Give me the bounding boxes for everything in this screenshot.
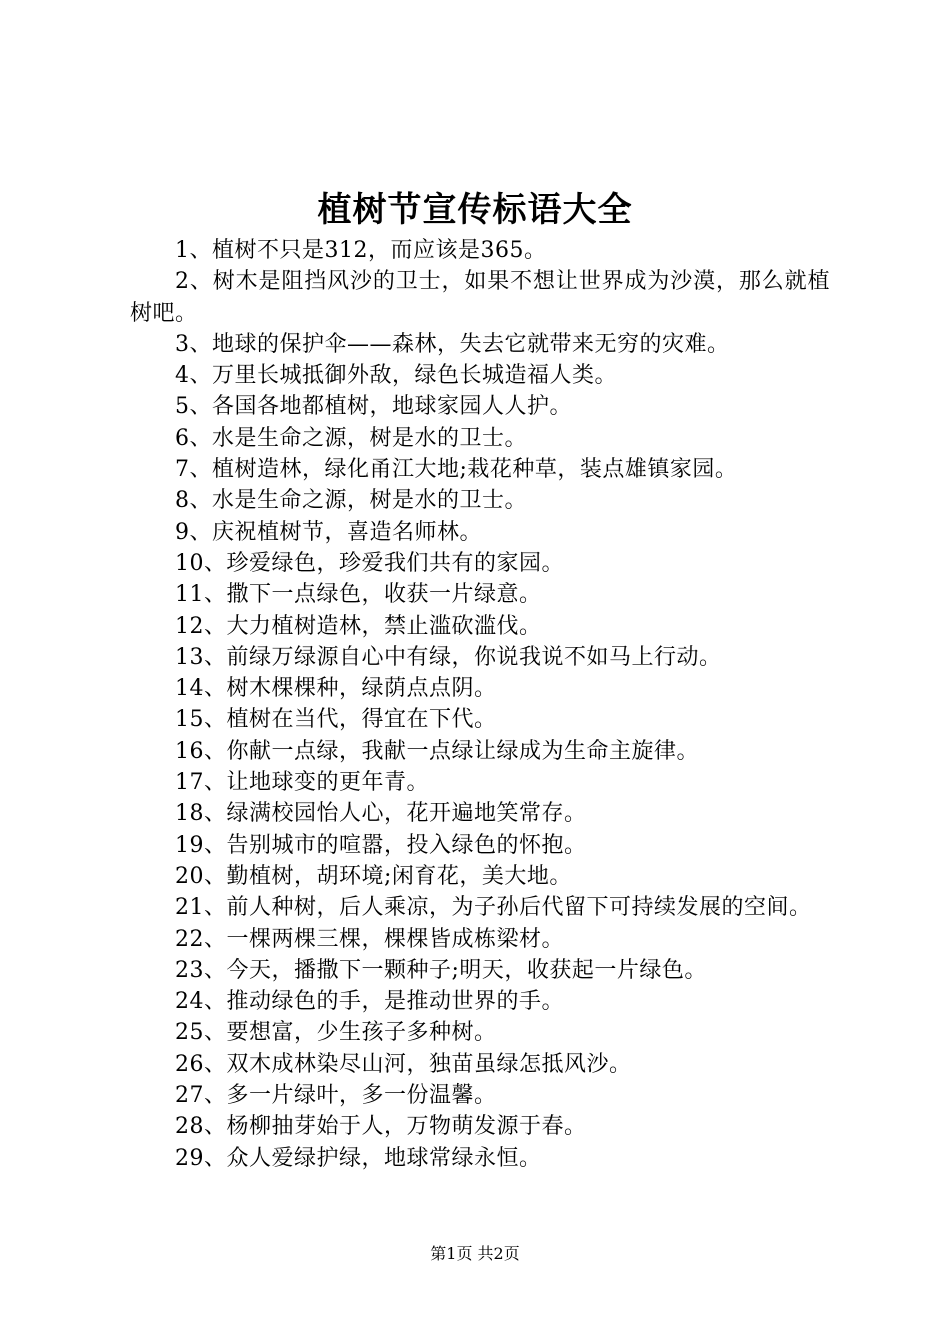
list-item: 2、树木是阻挡风沙的卫士，如果不想让世界成为沙漠，那么就植树吧。 xyxy=(130,269,830,326)
list-item: 21、前人种树，后人乘凉，为子孙后代留下可持续发展的空间。 xyxy=(175,895,812,921)
list-item: 4、万里长城抵御外敌，绿色长城造福人类。 xyxy=(175,363,617,389)
list-item: 5、各国各地都植树，地球家园人人护。 xyxy=(175,394,572,420)
list-item: 3、地球的保护伞——森林，失去它就带来无穷的灾难。 xyxy=(175,331,730,357)
list-item: 28、杨柳抽芽始于人，万物萌发源于春。 xyxy=(175,1114,587,1140)
list-item: 19、告别城市的喧嚣，投入绿色的怀抱。 xyxy=(175,832,587,858)
list-item: 24、推动绿色的手，是推动世界的手。 xyxy=(175,989,564,1015)
list-item: 8、水是生命之源，树是水的卫士。 xyxy=(175,488,527,514)
list-item: 7、植树造林，绿化甬江大地;栽花种草，装点雄镇家园。 xyxy=(175,457,738,483)
list-item: 10、珍爱绿色，珍爱我们共有的家园。 xyxy=(175,550,564,576)
list-item: 25、要想富，少生孩子多种树。 xyxy=(175,1020,497,1046)
list-item: 16、你献一点绿，我献一点绿让绿成为生命主旋律。 xyxy=(175,738,699,764)
list-item: 14、树木棵棵种，绿荫点点阴。 xyxy=(175,676,497,702)
list-item: 18、绿满校园怡人心，花开遍地笑常存。 xyxy=(175,801,587,827)
page-footer: 第1页 共2页 xyxy=(430,1244,520,1263)
list-item: 1、植树不只是312，而应该是365。 xyxy=(175,238,547,263)
list-item: 12、大力植树造林，禁止滥砍滥伐。 xyxy=(175,613,542,639)
list-item: 15、植树在当代，得宜在下代。 xyxy=(175,707,497,733)
list-item: 6、水是生命之源，树是水的卫士。 xyxy=(175,425,527,451)
list-item: 20、勤植树，胡环境;闲育花，美大地。 xyxy=(175,863,572,889)
list-item: 29、众人爱绿护绿，地球常绿永恒。 xyxy=(175,1145,542,1171)
list-item: 13、前绿万绿源自心中有绿，你说我说不如马上行动。 xyxy=(175,644,722,670)
list-item: 27、多一片绿叶，多一份温馨。 xyxy=(175,1083,497,1109)
list-item: 26、双木成林染尽山河，独苗虽绿怎抵风沙。 xyxy=(175,1051,632,1077)
list-item: 23、今天，播撒下一颗种子;明天，收获起一片绿色。 xyxy=(175,957,707,983)
document-title: 植树节宣传标语大全 xyxy=(317,190,633,230)
list-item: 11、撒下一点绿色，收获一片绿意。 xyxy=(175,582,542,608)
list-item: 17、让地球变的更年青。 xyxy=(175,770,429,796)
list-item: 22、一棵两棵三棵，棵棵皆成栋梁材。 xyxy=(175,926,564,952)
list-item: 9、庆祝植树节，喜造名师林。 xyxy=(175,519,482,545)
slogan-list xyxy=(130,235,830,1174)
